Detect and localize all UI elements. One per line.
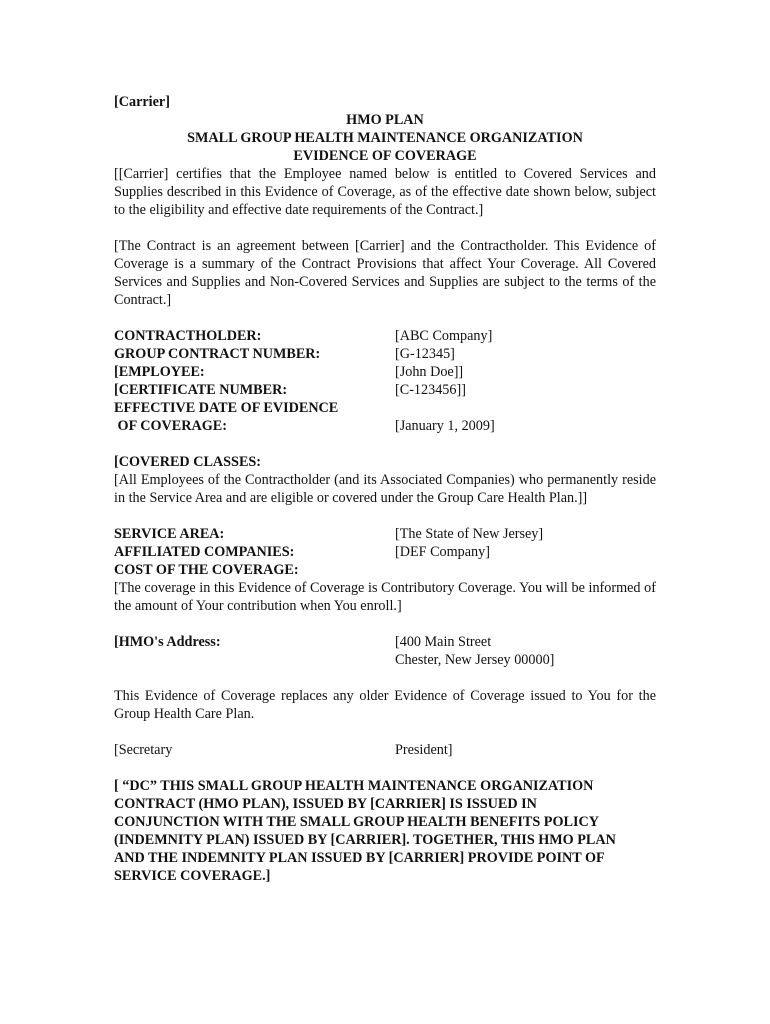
- certificate-label: [CERTIFICATE NUMBER:: [114, 382, 288, 398]
- dc-notice-line: SERVICE COVERAGE.]: [114, 868, 271, 884]
- employee-value: [John Doe]]: [395, 364, 464, 380]
- document-body: [114, 93, 656, 885]
- employee-row: [114, 363, 656, 381]
- effective-date-row-1: [114, 399, 656, 417]
- covered-classes-text: [All Employees of the Contractholder (and its Associated Companies) who permanently reside in the Service Area and are eligible or covered under the Group Care Health Plan.]]: [114, 472, 656, 506]
- title-hmo-plan: HMO PLAN: [346, 112, 424, 128]
- dc-notice-line: AND THE INDEMNITY PLAN ISSUED BY [CARRIER] PROVIDE POINT OF: [114, 850, 605, 866]
- intro-paragraph-certification: [[Carrier] certifies that the Employee named below is entitled to Covered Services and Supplies described in this Evidence of Coverage, as of the effective date shown below, subject to the eligibility and effective date requirements of the Contract.]: [114, 166, 656, 218]
- contractholder-value: [ABC Company]: [395, 328, 493, 344]
- dc-notice-line: CONJUNCTION WITH THE SMALL GROUP HEALTH BENEFITS POLICY: [114, 814, 599, 830]
- affiliated-companies-value: [DEF Company]: [395, 544, 490, 560]
- hmo-address-line2: Chester, New Jersey 00000]: [395, 652, 555, 668]
- group-number-label: GROUP CONTRACT NUMBER:: [114, 346, 321, 362]
- dc-notice-line: [ “DC” THIS SMALL GROUP HEALTH MAINTENANCE ORGANIZATION: [114, 778, 594, 794]
- covered-classes-heading: [COVERED CLASSES:: [114, 454, 262, 470]
- secretary-signature: [Secretary: [114, 742, 173, 758]
- effective-date-row-2: [114, 417, 656, 435]
- title-evidence-of-coverage: EVIDENCE OF COVERAGE: [293, 148, 477, 164]
- cost-of-coverage-text: [The coverage in this Evidence of Coverage is Contributory Coverage. You will be informed of the amount of Your contribution when You enroll.]: [114, 580, 656, 614]
- affiliated-companies-label: AFFILIATED COMPANIES:: [114, 544, 295, 560]
- effective-date-label-1: EFFECTIVE DATE OF EVIDENCE: [114, 400, 339, 416]
- employee-label: [EMPLOYEE:: [114, 364, 205, 380]
- affiliated-companies-row: [114, 543, 656, 561]
- hmo-address-row-1: [114, 633, 656, 651]
- contractholder-row: [114, 327, 656, 345]
- group-number-value: [G-12345]: [395, 346, 455, 362]
- intro-paragraph-contract: [The Contract is an agreement between [Carrier] and the Contractholder. This Evidence of Coverage is a summary of the Contract Provisions that affect Your Coverage. All Covered Services and Supplies and Non-Covered Services and Supplies are subject to the terms of the Contract.]: [114, 238, 656, 308]
- hmo-address-row-2: [114, 651, 656, 669]
- replaces-paragraph: This Evidence of Coverage replaces any older Evidence of Coverage issued to You for the Group Health Care Plan.: [114, 688, 656, 722]
- cost-of-coverage-label: COST OF THE COVERAGE:: [114, 562, 299, 578]
- hmo-address-line1: [400 Main Street: [395, 634, 492, 650]
- dc-notice-line: CONTRACT (HMO PLAN), ISSUED BY [CARRIER] IS ISSUED IN: [114, 796, 537, 812]
- service-area-label: SERVICE AREA:: [114, 526, 225, 542]
- certificate-row: [114, 381, 656, 399]
- carrier-heading: [Carrier]: [114, 94, 170, 110]
- title-organization: SMALL GROUP HEALTH MAINTENANCE ORGANIZATION: [187, 130, 583, 146]
- signature-row: [114, 741, 656, 759]
- service-area-value: [The State of New Jersey]: [395, 526, 544, 542]
- president-signature: President]: [395, 742, 453, 758]
- effective-date-label-2: OF COVERAGE:: [114, 418, 227, 434]
- service-area-row: [114, 525, 656, 543]
- dc-notice: [114, 777, 656, 885]
- dc-notice-line: (INDEMNITY PLAN) ISSUED BY [CARRIER]. TOGETHER, THIS HMO PLAN: [114, 832, 616, 848]
- certificate-value: [C-123456]]: [395, 382, 466, 398]
- effective-date-value: [January 1, 2009]: [395, 418, 495, 434]
- group-number-row: [114, 345, 656, 363]
- contractholder-label: CONTRACTHOLDER:: [114, 328, 262, 344]
- hmo-address-label: [HMO's Address:: [114, 634, 221, 650]
